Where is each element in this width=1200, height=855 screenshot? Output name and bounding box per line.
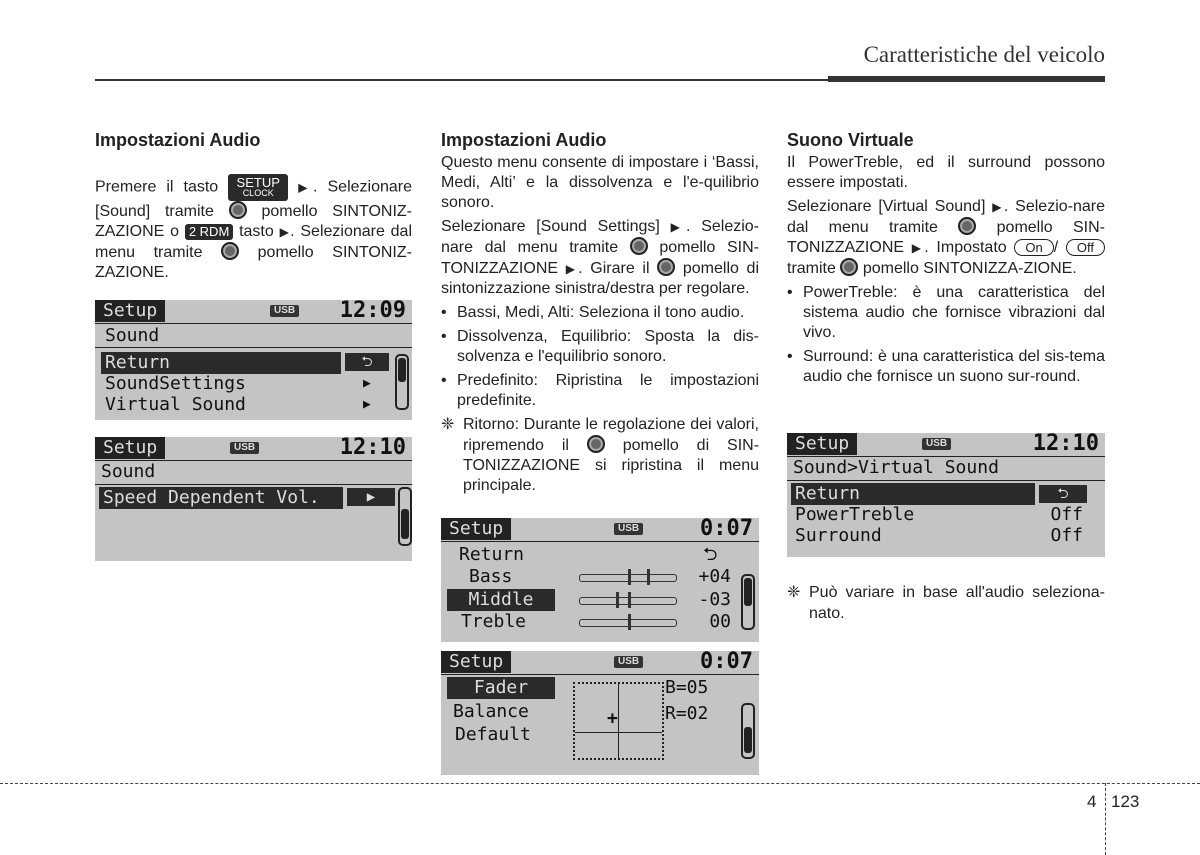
note-paragraph: ❈ Ritorno: Durante le regolazione dei valori, ripremendo il pomello di SIN-TONIZZAZIONE si ripristina il menu principale.	[441, 416, 760, 494]
middle-value: -03	[698, 589, 731, 610]
screen-time: 0:07	[700, 651, 753, 674]
screen-title: Sound>Virtual Sound	[793, 457, 999, 478]
treble-slider[interactable]	[579, 619, 677, 627]
menu-item-sound-settings[interactable]: SoundSettings	[105, 373, 246, 394]
surround-value: Off	[1050, 525, 1083, 546]
setup-screen-speed	[95, 437, 412, 561]
arrow-right-icon: ▶	[992, 200, 1004, 214]
rdm-key-icon: 2 RDM	[185, 224, 233, 240]
screen-tag: Setup	[441, 651, 511, 673]
arrow-right-icon: ▶	[363, 376, 371, 391]
screen-time: 12:10	[1032, 433, 1099, 456]
usb-badge: USB	[614, 523, 643, 535]
bass-value: +04	[698, 566, 731, 587]
return-icon: ⮌	[1039, 485, 1087, 503]
arrow-right-icon: ▶	[911, 241, 925, 255]
header-rule-accent	[828, 76, 1105, 82]
tuning-knob-icon	[229, 201, 247, 219]
setup-screen-sound	[95, 300, 412, 420]
menu-item-return[interactable]: Return	[101, 352, 341, 374]
return-icon: ⮌	[703, 544, 718, 565]
bullet-list	[787, 283, 1105, 387]
instruction-paragraph: Premere il tasto SETUP CLOCK ▶. Selezionare [Sound] tramite pomello SINTONIZ-ZAZIONE o 2 RDM tasto ▶. Selezionare dal menu tramite pomello SINTONIZ-ZAZIONE.	[95, 175, 413, 281]
list-item: • Predefinito: Ripristina le impostazioni predefinite.	[441, 372, 759, 409]
usb-badge: USB	[230, 442, 259, 454]
on-button-icon: On	[1014, 239, 1053, 256]
off-button-icon: Off	[1066, 239, 1105, 256]
powertreble-value: Off	[1050, 504, 1083, 525]
balance-value: B=05	[665, 677, 709, 698]
tuning-knob-icon	[657, 258, 675, 276]
intro-paragraph: Il PowerTreble, ed il surround possono essere impostati.	[787, 154, 1105, 191]
column-left	[95, 130, 412, 287]
list-item: • Bassi, Medi, Alti: Seleziona il tono audio.	[441, 304, 745, 321]
menu-item-default[interactable]: Default	[455, 724, 531, 745]
menu-item-bass[interactable]: Bass	[469, 566, 513, 587]
screen-time: 12:10	[339, 437, 406, 460]
menu-item-middle[interactable]: Middle	[447, 589, 555, 611]
tuning-knob-icon	[587, 435, 605, 453]
scrollbar[interactable]	[741, 574, 755, 630]
list-item: • Surround: è una caratteristica del sis-tema audio che fornisce un suono sur-round.	[787, 348, 1105, 385]
asterisk-note-icon: ❈	[787, 584, 801, 601]
list-item: • Dissolvenza, Equilibrio: Sposta la dis-solvenza e l'equilibrio sonoro.	[441, 328, 759, 365]
treble-value: 00	[709, 611, 731, 632]
menu-item-surround[interactable]: Surround	[795, 525, 882, 546]
page-number: 123	[1111, 792, 1140, 811]
screen-tag: Setup	[441, 518, 511, 540]
screen-tag: Setup	[95, 437, 165, 459]
column-middle	[441, 130, 759, 496]
position-marker-icon: +	[607, 708, 618, 729]
note-block	[787, 582, 1105, 624]
screen-tag: Setup	[95, 300, 165, 322]
menu-item-fader[interactable]: Fader	[447, 677, 555, 699]
arrow-right-icon: ▶	[565, 262, 579, 276]
screen-time: 12:09	[339, 300, 406, 323]
arrow-right-icon: ▶	[670, 220, 687, 234]
scrollbar[interactable]	[398, 487, 412, 546]
fader-value: R=02	[665, 703, 709, 724]
menu-item-balance[interactable]: Balance	[453, 701, 529, 722]
fader-balance-grid[interactable]	[573, 682, 664, 760]
column-right	[787, 130, 1105, 391]
bullet-list	[441, 303, 759, 411]
tuning-knob-icon	[840, 258, 858, 276]
screen-time: 0:07	[700, 518, 753, 541]
tuning-knob-icon	[221, 242, 239, 260]
scrollbar[interactable]	[395, 354, 409, 410]
footer-divider-vertical	[1105, 783, 1106, 855]
menu-item-virtual-sound[interactable]: Virtual Sound	[105, 394, 246, 415]
scrollbar[interactable]	[741, 703, 755, 759]
menu-item-powertreble[interactable]: PowerTreble	[795, 504, 915, 525]
tuning-knob-icon	[958, 217, 976, 235]
arrow-right-icon: ▶	[347, 488, 395, 506]
header-rule	[95, 79, 828, 81]
bass-slider[interactable]	[579, 574, 677, 582]
arrow-right-icon: ▶	[279, 225, 291, 239]
screen-tag: Setup	[787, 433, 857, 455]
usb-badge: USB	[270, 305, 299, 317]
section-heading: Impostazioni Audio	[95, 130, 261, 150]
instruction-paragraph: Selezionare [Sound Settings] ▶. Selezio-nare dal menu tramite pomello SIN-TONIZZAZIONE ▶. Girare il pomello di sintonizzazione sinistra/destra per regolare.	[441, 218, 760, 297]
setup-key-icon: SETUP CLOCK	[228, 174, 288, 201]
usb-badge: USB	[614, 656, 643, 668]
menu-item-treble[interactable]: Treble	[461, 611, 527, 632]
usb-badge: USB	[922, 438, 951, 450]
arrow-right-icon: ▶	[298, 180, 314, 195]
arrow-right-icon: ▶	[363, 397, 371, 412]
menu-item-return[interactable]: Return	[459, 544, 525, 565]
setup-screen-tone	[441, 518, 759, 642]
intro-paragraph: Questo menu consente di impostare i ‘Bassi, Medi, Alti’ e la dissolvenza e l'e-quilibrio sonoro.	[441, 154, 759, 211]
list-item: • PowerTreble: è una caratteristica del sistema audio che fornisce vibrazioni dal vivo.	[787, 284, 1105, 341]
asterisk-note-icon: ❈	[441, 416, 455, 433]
menu-item-speed-dependent-vol[interactable]: Speed Dependent Vol.	[99, 487, 343, 509]
menu-item-return[interactable]: Return	[791, 483, 1035, 505]
screen-title: Sound	[101, 461, 156, 482]
setup-screen-fader	[441, 651, 759, 775]
note-paragraph: ❈ Può variare in base all'audio seleziona-nato.	[787, 584, 1105, 622]
setup-screen-virtual-sound	[787, 433, 1105, 557]
middle-slider[interactable]	[579, 597, 677, 605]
return-icon: ⮌	[345, 353, 389, 371]
page-header-title: Caratteristiche del veicolo	[863, 42, 1105, 67]
screen-title: Sound	[105, 325, 160, 346]
tuning-knob-icon	[630, 237, 648, 255]
section-heading: Impostazioni Audio	[441, 130, 607, 150]
instruction-paragraph: Selezionare [Virtual Sound] ▶. Selezio-nare dal menu tramite pomello SIN-TONIZZAZIONE ▶. Impostato On / Off tramite pomello SINTONIZZA-ZIONE.	[787, 198, 1106, 277]
chapter-number: 4	[1087, 792, 1097, 811]
footer-divider	[0, 783, 1200, 784]
section-heading: Suono Virtuale	[787, 130, 914, 150]
